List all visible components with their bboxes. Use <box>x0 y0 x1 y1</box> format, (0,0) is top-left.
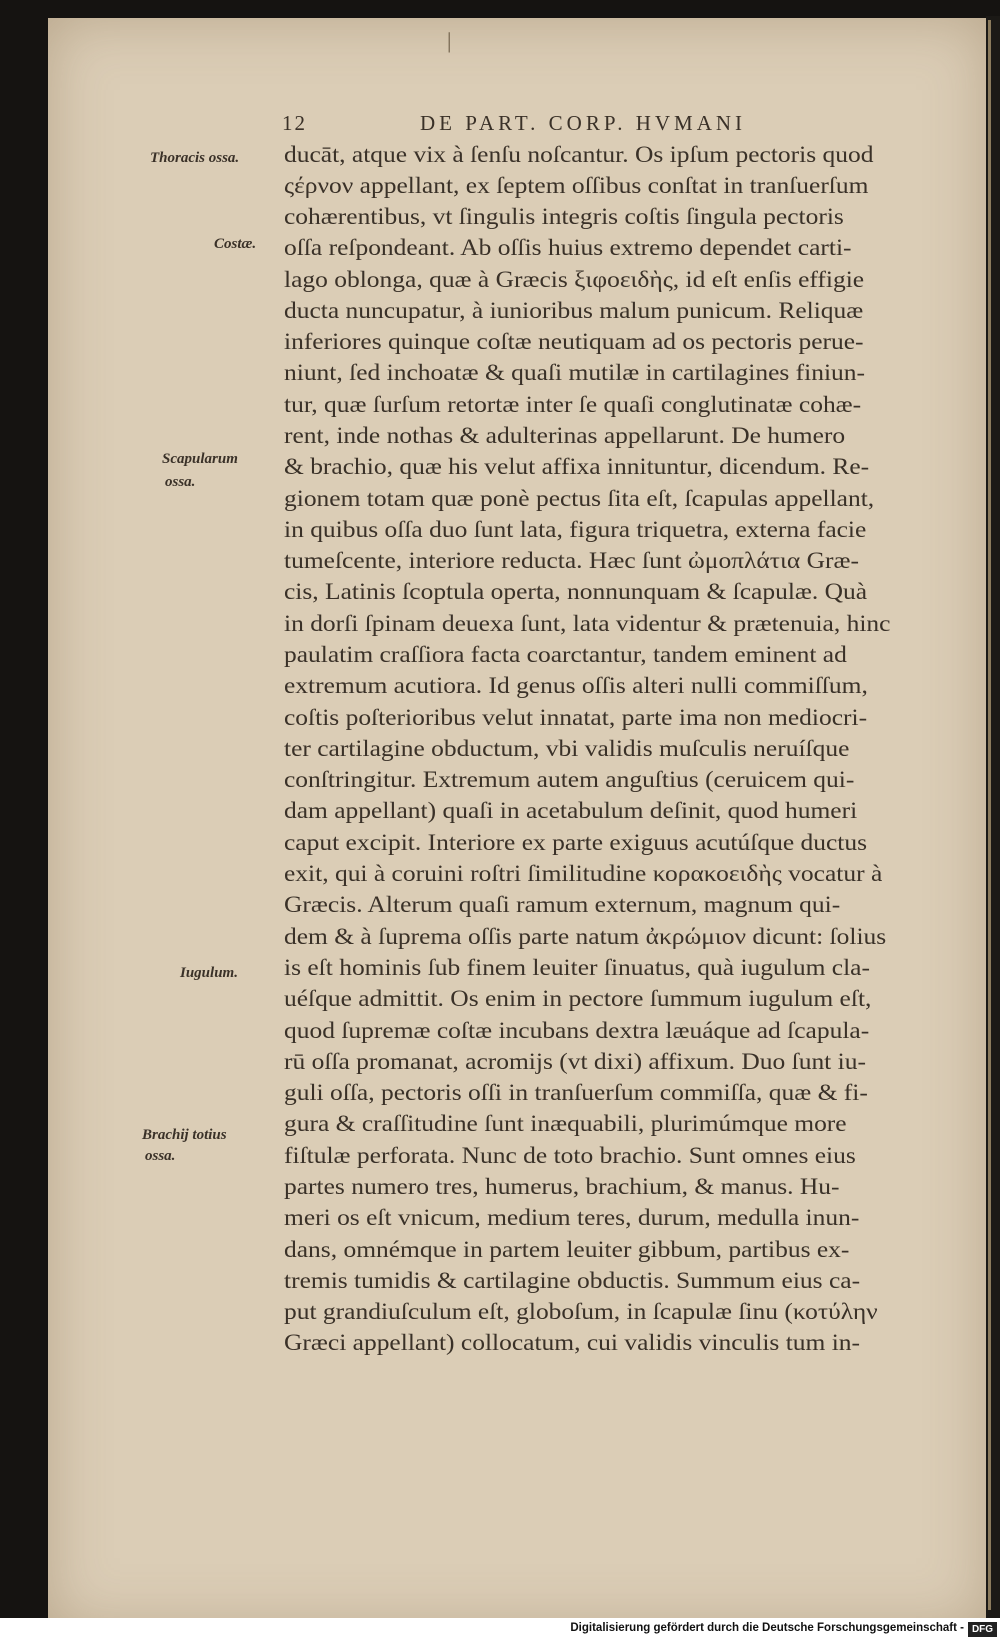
text-line: coſtis poſterioribus velut innatat, parte ima non mediocri- <box>284 705 868 731</box>
text-line: Græci appellant) collocatum, cui validis vinculis tum in- <box>284 1330 861 1356</box>
text-line: fiſtulæ perforata. Nunc de toto brachio. Sunt omnes eius <box>284 1143 856 1169</box>
text-line: rū oſſa promanat, acromijs (vt dixi) affixum. Duo ſunt iu- <box>284 1049 866 1075</box>
text-line: paulatim craſſiora facta coarctantur, tandem eminent ad <box>284 642 847 668</box>
text-line: conſtringitur. Extremum autem anguſtius (ceruicem qui- <box>284 767 855 793</box>
text-line: dem & à ſuprema oſſis parte natum ἀκρώμιον dicunt: ſolius <box>284 924 887 950</box>
text-line: put grandiuſculum eſt, globoſum, in ſcapulæ ſinu (κοτύλην <box>284 1299 878 1325</box>
text-line: guli oſſa, pectoris oſſi in tranſuerſum commiſſa, quæ & fi- <box>284 1080 868 1106</box>
running-title: DE PART. CORP. HVMANI <box>420 111 747 135</box>
text-line: exit, qui à coruini roſtri ſimilitudine κορακοειδὴς vocatur à <box>284 861 883 887</box>
margin-note: Iugulum. <box>180 965 238 981</box>
text-line: in dorſi ſpinam deuexa ſunt, lata videntur & prætenuia, hinc <box>284 611 891 637</box>
text-line: dam appellant) quaſi in acetabulum deſinit, quod humeri <box>284 798 858 824</box>
text-line: tur, quæ ſurſum retortæ inter ſe quaſi conglutinatæ cohæ- <box>284 392 862 418</box>
text-line: & brachio, quæ his velut affixa innituntur, dicendum. Re- <box>284 454 870 480</box>
text-line: ducāt, atque vix à ſenſu noſcantur. Os ipſum pectoris quod <box>284 142 874 168</box>
text-line: tremis tumidis & cartilagine obductis. Summum eius ca- <box>284 1268 861 1294</box>
text-line: lago oblonga, quæ à Græcis ξιφοειδὴς, id eſt enſis effigie <box>284 267 865 293</box>
text-line: ςέρνον appellant, ex ſeptem oſſibus conſtat in tranſuerſum <box>284 173 869 199</box>
text-line: quod ſupremæ coſtæ incubans dextra læuáque ad ſcapula- <box>284 1018 870 1044</box>
text-line: dans, omnémque in partem leuiter gibbum, partibus ex- <box>284 1237 850 1263</box>
margin-note: ossa. <box>145 1148 176 1164</box>
funding-notice: Digitalisierung gefördert durch die Deutsche Forschungsgemeinschaft - <box>570 1622 964 1634</box>
text-line: is eſt hominis ſub finem leuiter ſinuatus, quà iugulum cla- <box>284 955 870 981</box>
text-line: caput excipit. Interiore ex parte exiguus acutúſque ductus <box>284 830 868 856</box>
text-line: Græcis. Alterum quaſi ramum externum, magnum qui- <box>284 892 841 918</box>
fold-mark: | <box>447 28 452 53</box>
footer-bar <box>0 1618 1000 1643</box>
page-edge-strip <box>988 20 991 1610</box>
text-line: rent, inde nothas & adulterinas appellarunt. De humero <box>284 423 846 449</box>
text-line: inferiores quinque coſtæ neutiquam ad os pectoris perue- <box>284 329 864 355</box>
margin-note: ossa. <box>165 474 196 490</box>
text-line: ter cartilagine obductum, vbi validis muſculis neruíſque <box>284 736 850 762</box>
text-line: oſſa reſpondeant. Ab oſſis huius extremo dependet carti- <box>284 235 852 261</box>
text-line: gura & craſſitudine ſunt inæquabili, plurimúmque more <box>284 1111 847 1137</box>
text-line: meri os eſt vnicum, medium teres, durum, medulla inun- <box>284 1205 860 1231</box>
text-line: gionem totam quæ ponè pectus ſita eſt, ſcapulas appellant, <box>284 486 875 512</box>
margin-note: Brachij totius <box>142 1127 227 1143</box>
text-line: tumeſcente, interiore reducta. Hæc ſunt ὠμοπλάτια Græ- <box>284 548 859 574</box>
text-line: cis, Latinis ſcoptula operta, nonnunquam & ſcapulæ. Quà <box>284 579 868 605</box>
running-head <box>282 111 822 141</box>
margin-note: Costæ. <box>214 236 257 252</box>
dfg-logo: DFG <box>968 1622 997 1637</box>
text-line: in quibus oſſa duo ſunt lata, figura triquetra, externa facie <box>284 517 867 543</box>
page-number: 12 <box>282 111 307 135</box>
text-line: niunt, ſed inchoatæ & quaſi mutilæ in cartilagines finiun- <box>284 360 866 386</box>
margin-note: Thoracis ossa. <box>150 150 240 166</box>
text-line: ducta nuncupatur, à iunioribus malum punicum. Reliquæ <box>284 298 864 324</box>
margin-note: Scapularum <box>162 451 238 467</box>
text-line: extremum acutiora. Id genus oſſis alteri nulli commiſſum, <box>284 673 868 699</box>
text-line: cohærentibus, vt ſingulis integris coſtis ſingula pectoris <box>284 204 844 230</box>
text-line: uéſque admittit. Os enim in pectore ſummum iugulum eſt, <box>284 986 872 1012</box>
text-line: partes numero tres, humerus, brachium, & manus. Hu- <box>284 1174 840 1200</box>
